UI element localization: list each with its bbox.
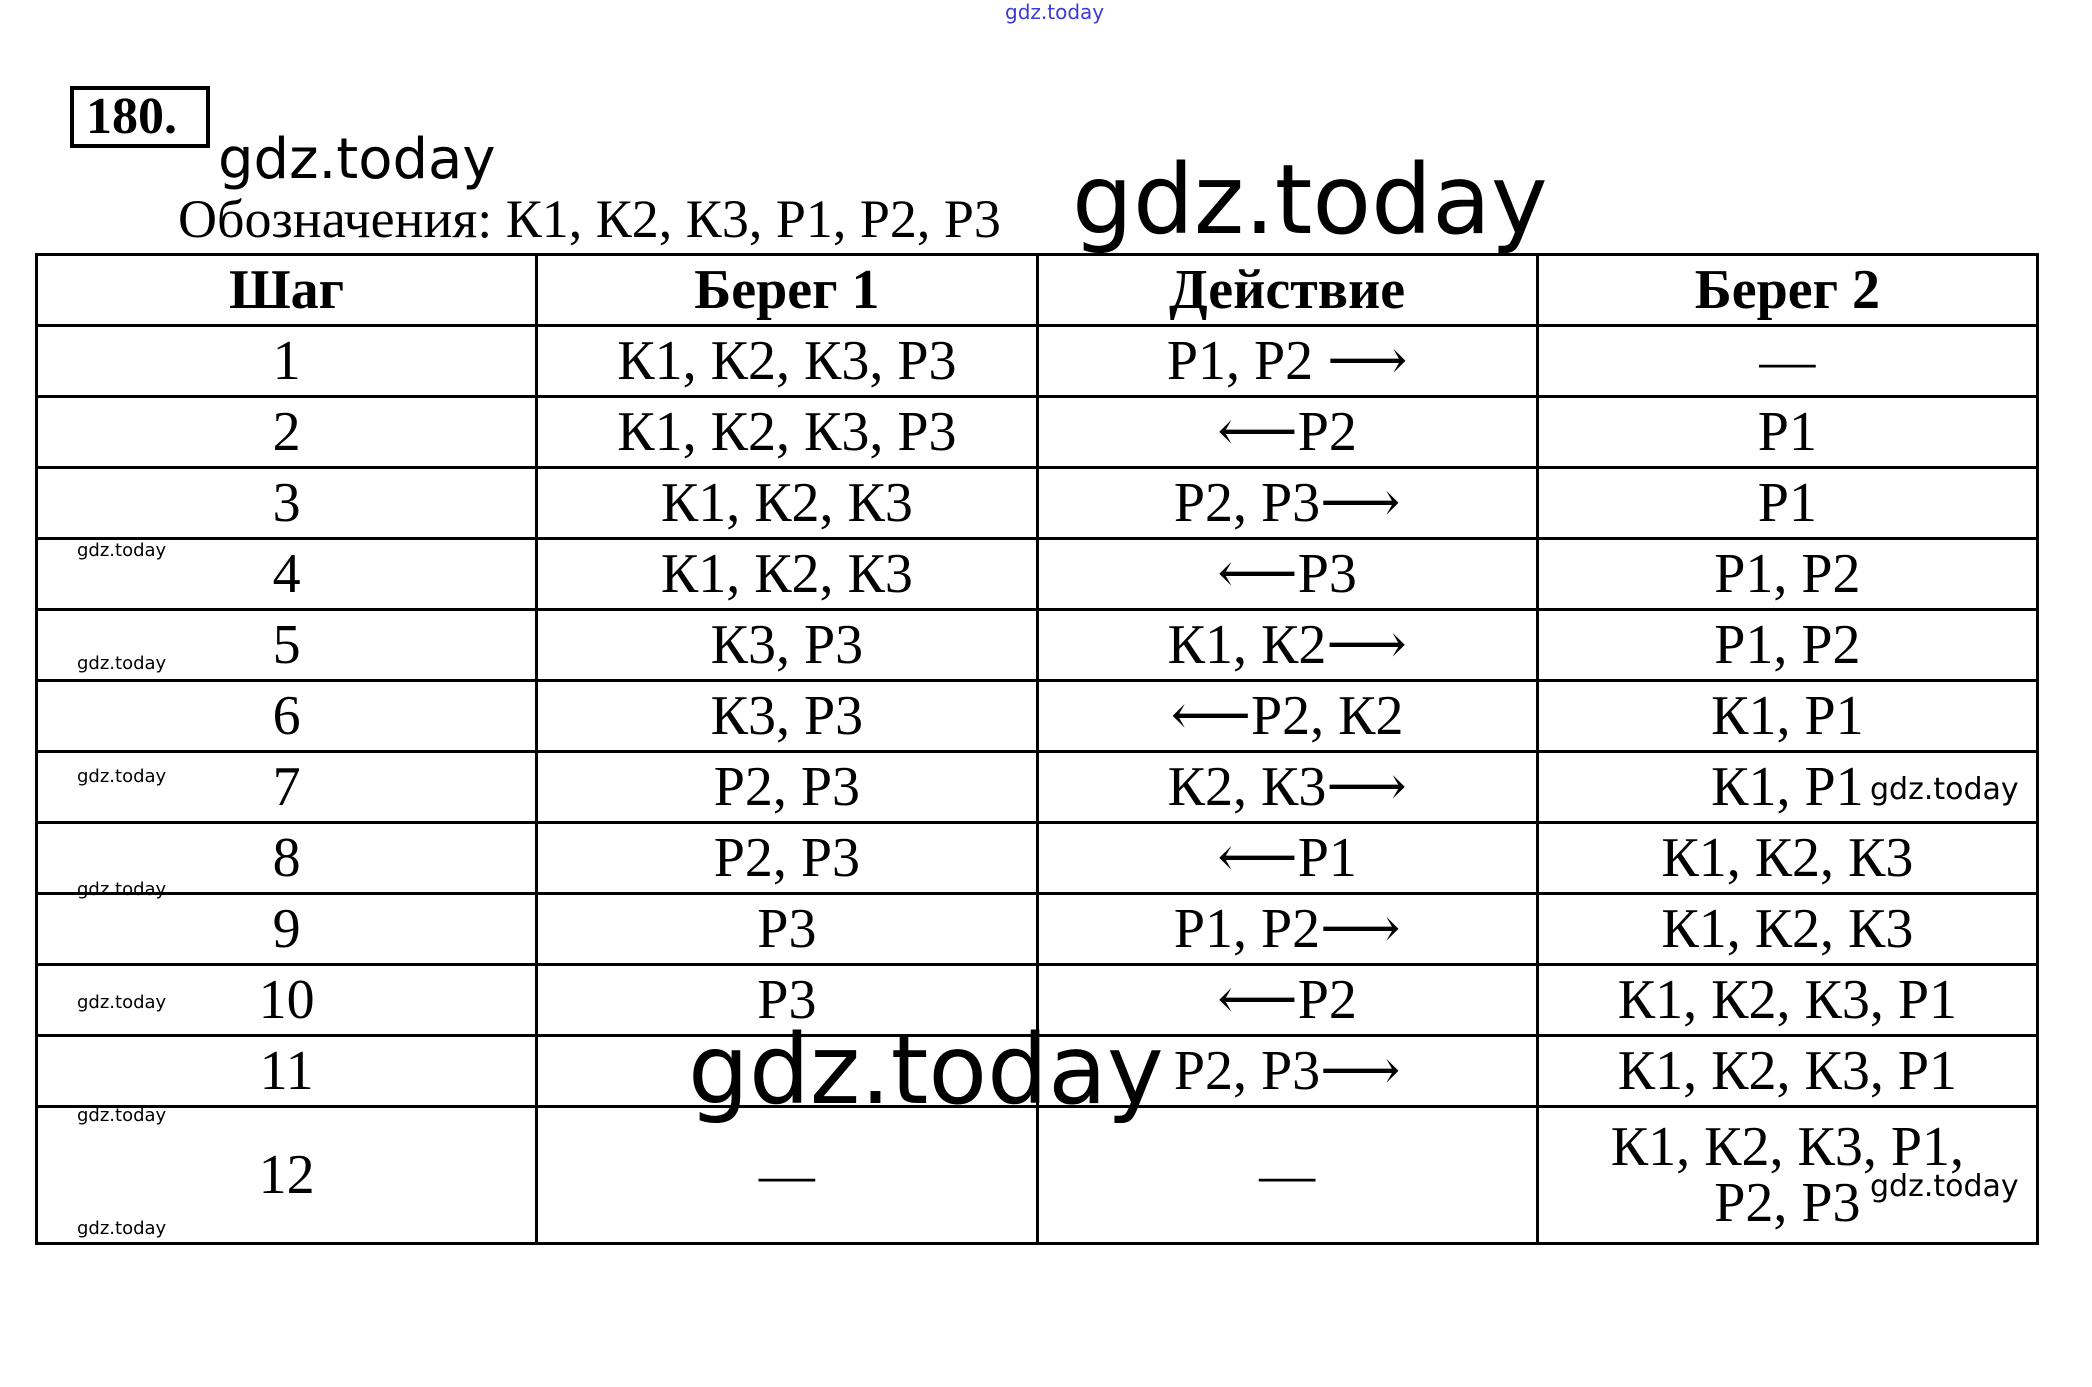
table-row	[37, 397, 2038, 468]
action-cell: К1, К2⟶	[1037, 610, 1537, 681]
step-cell: 10	[37, 965, 537, 1036]
header-action: Действие	[1037, 255, 1537, 326]
step-cell: 3	[37, 468, 537, 539]
action-cell: Р2, Р3⟶	[1037, 1036, 1537, 1107]
bank1-cell: К3, Р3	[537, 610, 1037, 681]
bank2-cell: Р1	[1537, 397, 2037, 468]
step-cell: 9	[37, 894, 537, 965]
bank2-cell: —	[1537, 326, 2037, 397]
step-cell: 6	[37, 681, 537, 752]
action-cell: Р2, Р3⟶	[1037, 468, 1537, 539]
table-row	[37, 894, 2038, 965]
bank2-cell: Р1	[1537, 468, 2037, 539]
table-row	[37, 610, 2038, 681]
notation-line: Обозначения: К1, К2, К3, Р1, Р2, Р3	[178, 189, 1001, 249]
bank2-cell: К1, К2, К3, Р1	[1537, 965, 2037, 1036]
bank1-cell: Р3	[537, 965, 1037, 1036]
bank1-cell: —	[537, 1107, 1037, 1244]
bank2-cell: К1, Р1	[1537, 681, 2037, 752]
problem-number-box	[70, 86, 210, 148]
bank2-line-2: Р2, Р3	[1714, 1172, 1861, 1234]
watermark-left-row10: gdz.today	[77, 992, 167, 1013]
watermark-left-row5: gdz.today	[77, 653, 167, 674]
watermark-left-row12: gdz.today	[77, 1218, 167, 1239]
action-cell: ⟵Р3	[1037, 539, 1537, 610]
table-header-row	[37, 255, 2038, 326]
action-cell: ⟵Р2	[1037, 397, 1537, 468]
bank2-cell: К1, К2, К3, Р1	[1537, 1036, 2037, 1107]
watermark-left-row11: gdz.today	[77, 1105, 167, 1126]
action-cell: ⟵Р2	[1037, 965, 1537, 1036]
bank1-cell: К1, К2, К3, Р3	[537, 397, 1037, 468]
step-cell: 11	[37, 1036, 537, 1107]
watermark-top: gdz.today	[1005, 0, 1105, 24]
step-cell: 5	[37, 610, 537, 681]
step-cell: 2	[37, 397, 537, 468]
header-step: Шаг	[37, 255, 537, 326]
action-cell: К2, К3⟶	[1037, 752, 1537, 823]
step-cell: 1	[37, 326, 537, 397]
table-row	[37, 1107, 2038, 1244]
watermark-left-row8: gdz.today	[77, 879, 167, 900]
bank2-cell: К1, К2, К3	[1537, 894, 2037, 965]
bank2-line-1: К1, К2, К3, Р1,	[1610, 1116, 1964, 1178]
header-bank1: Берег 1	[537, 255, 1037, 326]
step-cell: 8	[37, 823, 537, 894]
watermark-header-small: gdz.today	[218, 127, 496, 192]
bank2-cell: К1, Р1	[1537, 752, 2037, 823]
bank1-cell: Р3	[537, 894, 1037, 965]
watermark-header-large: gdz.today	[1072, 144, 1548, 256]
bank1-cell: Р2, Р3	[537, 823, 1037, 894]
watermark-center-large: gdz.today	[688, 1014, 1164, 1126]
watermark-left-row7: gdz.today	[77, 766, 167, 787]
table-row	[37, 539, 2038, 610]
action-cell: Р1, Р2⟶	[1037, 894, 1537, 965]
bank2-cell: Р1, Р2	[1537, 610, 2037, 681]
bank2-cell: Р1, Р2	[1537, 539, 2037, 610]
header-bank2: Берег 2	[1537, 255, 2037, 326]
table-row	[37, 823, 2038, 894]
bank1-cell: К1, К2, К3, Р3	[537, 326, 1037, 397]
table-row	[37, 326, 2038, 397]
table-row	[37, 468, 2038, 539]
table-row	[37, 752, 2038, 823]
problem-number: 180.	[86, 88, 177, 145]
watermark-right-row7: gdz.today	[1870, 772, 2019, 807]
step-cell: 7	[37, 752, 537, 823]
step-cell: 12	[37, 1107, 537, 1244]
step-cell: 4	[37, 539, 537, 610]
action-cell: —	[1037, 1107, 1537, 1244]
bank1-cell: К3, Р3	[537, 681, 1037, 752]
watermark-left-row4: gdz.today	[77, 540, 167, 561]
bank1-cell: К1, К2, К3	[537, 468, 1037, 539]
action-cell: Р1, Р2 ⟶	[1037, 326, 1537, 397]
bank2-cell: К1, К2, К3	[1537, 823, 2037, 894]
action-cell: ⟵Р2, К2	[1037, 681, 1537, 752]
bank1-cell: Р2, Р3	[537, 752, 1037, 823]
watermark-right-row12: gdz.today	[1870, 1169, 2019, 1204]
action-cell: ⟵Р1	[1037, 823, 1537, 894]
bank1-cell: К1, К2, К3	[537, 539, 1037, 610]
table-row	[37, 681, 2038, 752]
